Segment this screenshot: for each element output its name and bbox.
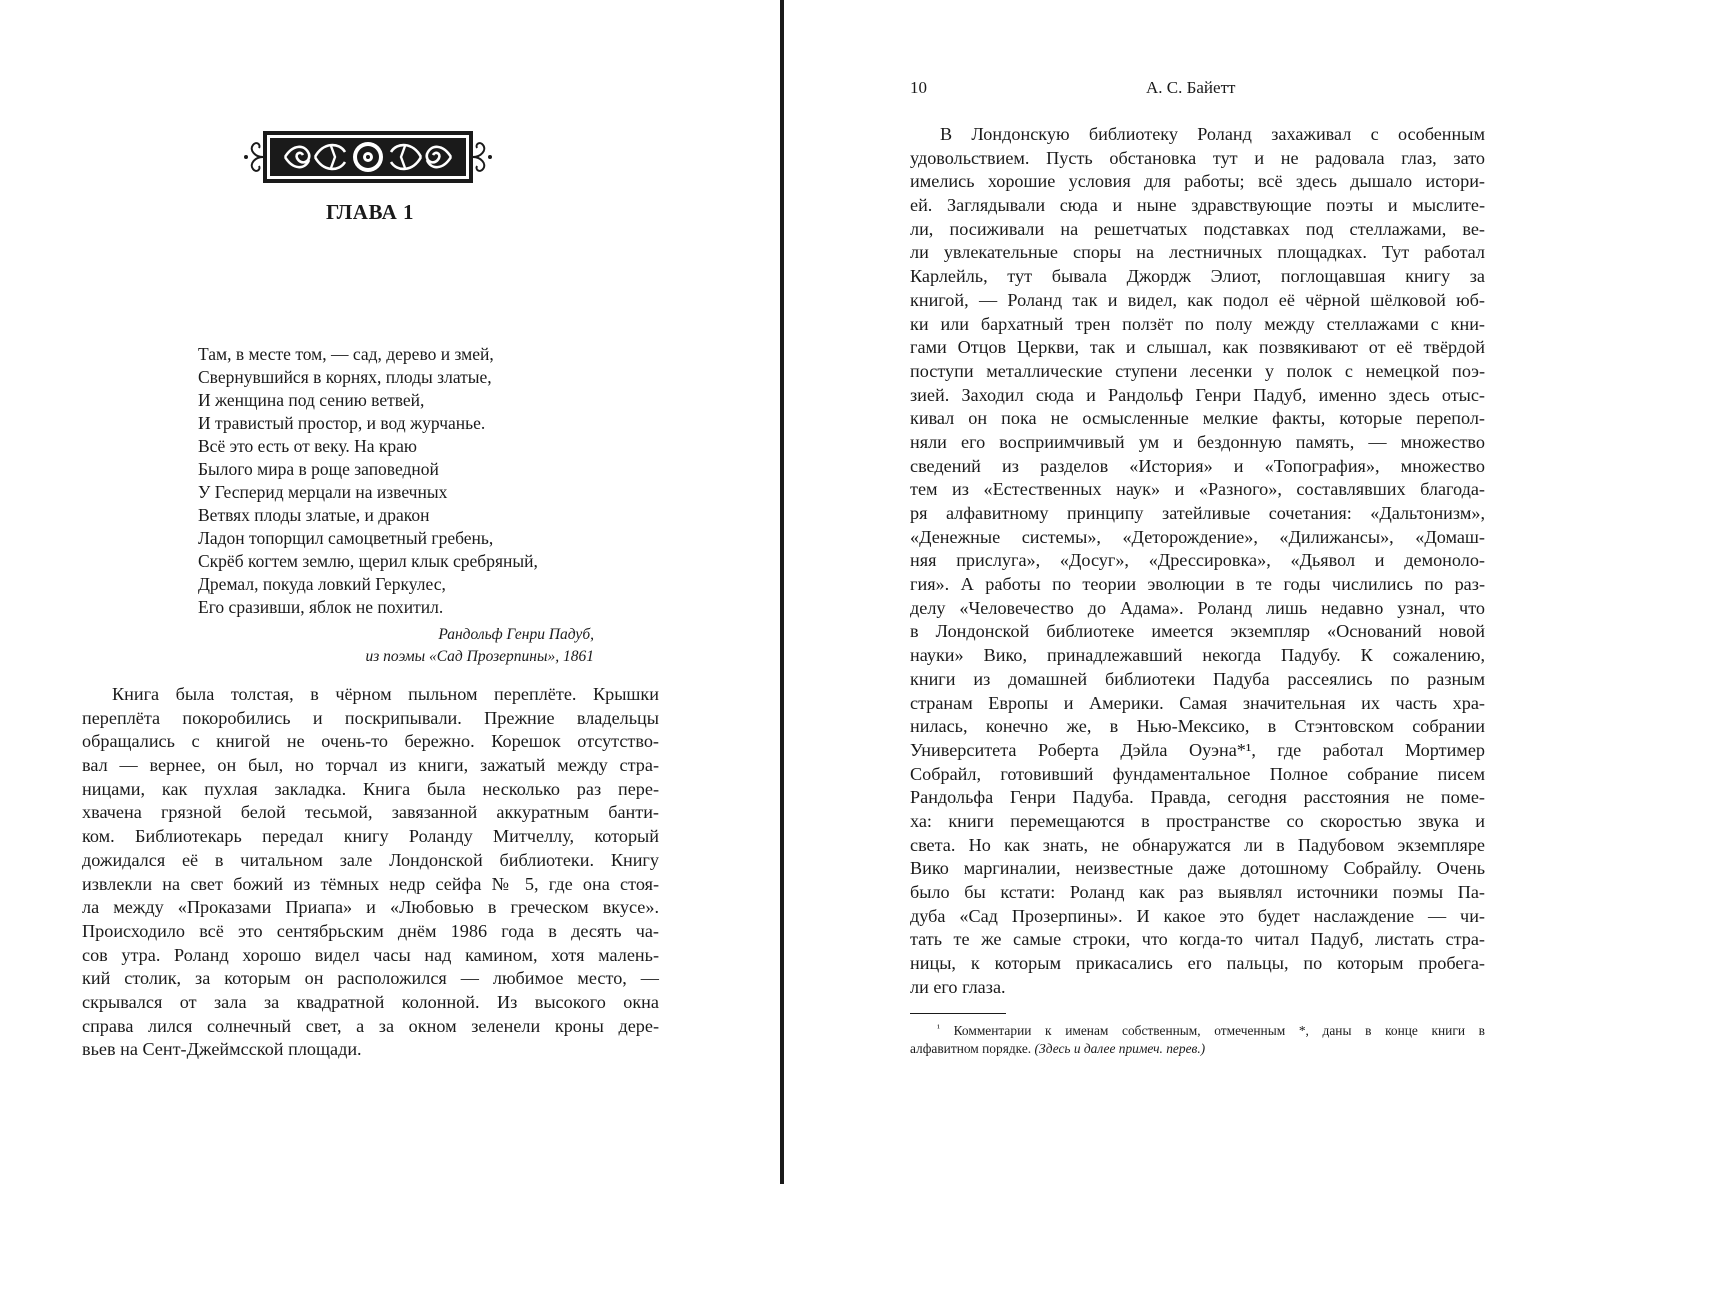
right-page	[786, 0, 1568, 1184]
footnote-text: Комментарии к именам собственным, отмеченным *, даны в конце книги в	[953, 1023, 1485, 1038]
left-page	[0, 0, 780, 1184]
epigraph-line: Былого мира в роще заповедной	[198, 459, 439, 479]
text-line: хвачена грязной белой тесьмой, завязанной аккуратным банти-	[82, 802, 659, 823]
text-line: тать те же самые строки, что когда-то читал Падуб, листать стра-	[910, 929, 1485, 950]
footnote-line	[910, 1039, 1485, 1059]
epigraph-line: Ветвях плоды златые, и дракон	[198, 505, 430, 525]
footnote-line	[910, 1019, 1485, 1039]
text-line: науки» Вико, принадлежавший некогда Падубу. К сожалению,	[910, 645, 1485, 666]
epigraph-line: Всё это есть от веку. На краю	[198, 436, 417, 456]
footnote-divider	[910, 1013, 1006, 1014]
epigraph-author: Рандольф Генри Падуб,	[438, 626, 594, 643]
epigraph-source: из поэмы «Сад Прозерпины», 1861	[365, 648, 594, 665]
book-gutter	[780, 0, 784, 1184]
text-line: поступи металлические ступени лесенки у полок с немецкой поэ-	[910, 360, 1485, 381]
text-line: гия». А работы по теории эволюции в те годы числились по раз-	[910, 574, 1485, 595]
text-line: вьев на Сент-Джеймсской площади.	[82, 1039, 362, 1060]
page-number: 10	[910, 78, 927, 97]
text-line: удовольствием. Пусть обстановка тут и не радовала глаз, зато	[910, 147, 1485, 168]
epigraph-line: Там, в месте том, — сад, дерево и змей,	[198, 344, 494, 364]
text-line: извлекли на свет божий из тёмных недр сейфа № 5, где она стоя-	[82, 873, 659, 894]
epigraph-line: Его сразивши, яблок не похитил.	[198, 597, 444, 617]
text-line: Университета Роберта Дэйла Оуэна*¹, где работал Мортимер	[910, 739, 1485, 760]
text-line: ей. Заглядывали сюда и ныне здравствующие поэты и мыслите-	[910, 195, 1485, 216]
text-line: няли его восприимчивый ум и бездонную память, — множество	[910, 431, 1485, 452]
text-line: ки или бархатный трен ползёт по полу между стеллажами с кни-	[910, 313, 1485, 334]
text-line: обращались с книгой не очень-то бережно. Корешок отсутство-	[82, 731, 659, 752]
text-line: сов утра. Роланд хорошо видел часы над камином, хотя малень-	[82, 944, 659, 965]
text-line: Рандольфа Генри Падуба. Правда, сегодня расстояния не поме-	[910, 787, 1485, 808]
text-line: ли его глаза.	[910, 976, 1006, 997]
text-line: зией. Заходил сюда и Рандольф Генри Падуб, именно здесь отыс-	[910, 384, 1485, 405]
footnote-text: алфавитном порядке.	[910, 1041, 1035, 1056]
text-line: Происходило всё это сентябрьским днём 1986 года в десять ча-	[82, 920, 659, 941]
text-line: сведений из разделов «История» и «Топография», множество	[910, 455, 1485, 476]
text-line: было бы кстати: Роланд как раз выявлял источники поэмы Па-	[910, 882, 1485, 902]
epigraph-attribution	[230, 624, 594, 668]
text-line: ком. Библиотекарь передал книгу Роланду Митчеллу, который	[82, 826, 659, 847]
text-line: няя прислуга», «Досуг», «Дрессировка», «Дьявол и демоноло-	[910, 550, 1485, 571]
text-line: Собрайл, готовивший фундаментальное Полное собрание писем	[910, 763, 1485, 784]
text-line: ницами, как пухлая закладка. Книга была несколько раз пере-	[82, 778, 659, 799]
text-line: в Лондонской библиотеке имеется экземпляр «Оснований новой	[910, 621, 1485, 642]
right-body-text	[910, 123, 1485, 999]
text-line: ли, посиживали на решетчатых подставках под стеллажами, ве-	[910, 218, 1485, 239]
text-line: Вико маргиналии, неизвестные даже дотошному Собрайлу. Очень	[910, 858, 1485, 879]
text-line: делу «Человечество до Адама». Роланд лишь недавно узнал, что	[910, 597, 1485, 618]
text-line: имелись хорошие условия для работы; всё здесь дышало истори-	[910, 171, 1485, 192]
text-line: переплёта покоробились и поскрипывали. Прежние владельцы	[82, 707, 659, 728]
text-line: «Денежные системы», «Деторождение», «Дилижансы», «Домаш-	[910, 526, 1485, 547]
text-line: ха: книги перемещаются в пространстве со скоростью звука и	[910, 810, 1485, 831]
text-line: ницы, к которым прикасались его пальцы, по которым пробега-	[910, 953, 1485, 974]
text-line: странам Европы и Америки. Самая значительная их часть хра-	[910, 692, 1485, 713]
text-line: книги из домашней библиотеки Падуба рассеялись по разным	[910, 668, 1485, 689]
text-line: ла между «Проказами Приапа» и «Любовью в греческом вкусе».	[82, 897, 659, 918]
text-line: гами Отцов Церкви, так и слышал, как позвякивают от её твёрдой	[910, 337, 1485, 358]
left-body-text	[82, 683, 659, 1062]
text-line: Карлейль, тут бывала Джордж Элиот, поглощавшая книгу за	[910, 266, 1485, 287]
text-line: ли увлекательные споры на лестничных площадках. Тут работал	[910, 242, 1485, 263]
epigraph-line: Дремал, покуда ловкий Геркулес,	[198, 574, 446, 594]
text-line: ря алфавитному принципу затейливые сочетания: «Дальтонизм»,	[910, 503, 1485, 523]
epigraph	[198, 343, 598, 619]
text-line: нилась, конечно же, в Нью-Мексико, в Стэнтовском собрании	[910, 716, 1485, 737]
epigraph-line: Скрёб когтем землю, щерил клык сребряный,	[198, 551, 538, 571]
text-line: кивал он пока не осмысленные мелкие факты, которые перепол-	[910, 408, 1485, 429]
text-line: дуба «Сад Прозерпины». И какое это будет наслаждение — чи-	[910, 905, 1485, 926]
footnote-note: (Здесь и далее примеч. перев.)	[1034, 1041, 1206, 1056]
epigraph-line: И травистый простор, и вод журчанье.	[198, 413, 486, 433]
running-head	[910, 78, 1486, 102]
footnote	[910, 1019, 1485, 1059]
text-line: дожидался её в читальном зале Лондонской библиотеки. Книгу	[82, 849, 659, 870]
text-line: вал — вернее, он был, но торчал из книги, зажатый между стра-	[82, 755, 659, 776]
chapter-ornament-icon	[243, 128, 493, 186]
epigraph-line: У Гесперид мерцали на извечных	[198, 482, 448, 502]
text-line: В Лондонскую библиотеку Роланд захаживал с особенным	[940, 124, 1485, 144]
epigraph-line: Свернувшийся в корнях, плоды златые,	[198, 367, 492, 387]
running-head-author: А. С. Байетт	[1146, 78, 1236, 97]
text-line: Книга была толстая, в чёрном пыльном переплёте. Крышки	[112, 684, 659, 704]
epigraph-line: Ладон топорщил самоцветный гребень,	[198, 528, 494, 548]
text-line: книгой, — Роланд так и видел, как подол её чёрной шёлковой юб-	[910, 289, 1485, 310]
text-line: скрывался от зала за квадратной колонной. Из высокого окна	[82, 991, 659, 1012]
chapter-title: ГЛАВА 1	[325, 200, 415, 224]
epigraph-line: И женщина под сению ветвей,	[198, 390, 425, 410]
text-line: света. Но как знать, не обнаружатся ли в Падубовом экземпляре	[910, 834, 1485, 855]
text-line: тем из «Естественных наук» и «Разного», составлявших благода-	[910, 479, 1485, 500]
text-line: справа лился солнечный свет, а за окном зеленели кроны дере-	[82, 1015, 659, 1036]
text-line: кий столик, за которым он расположился — любимое место, —	[82, 968, 659, 989]
footnote-mark: ¹	[937, 1023, 940, 1034]
